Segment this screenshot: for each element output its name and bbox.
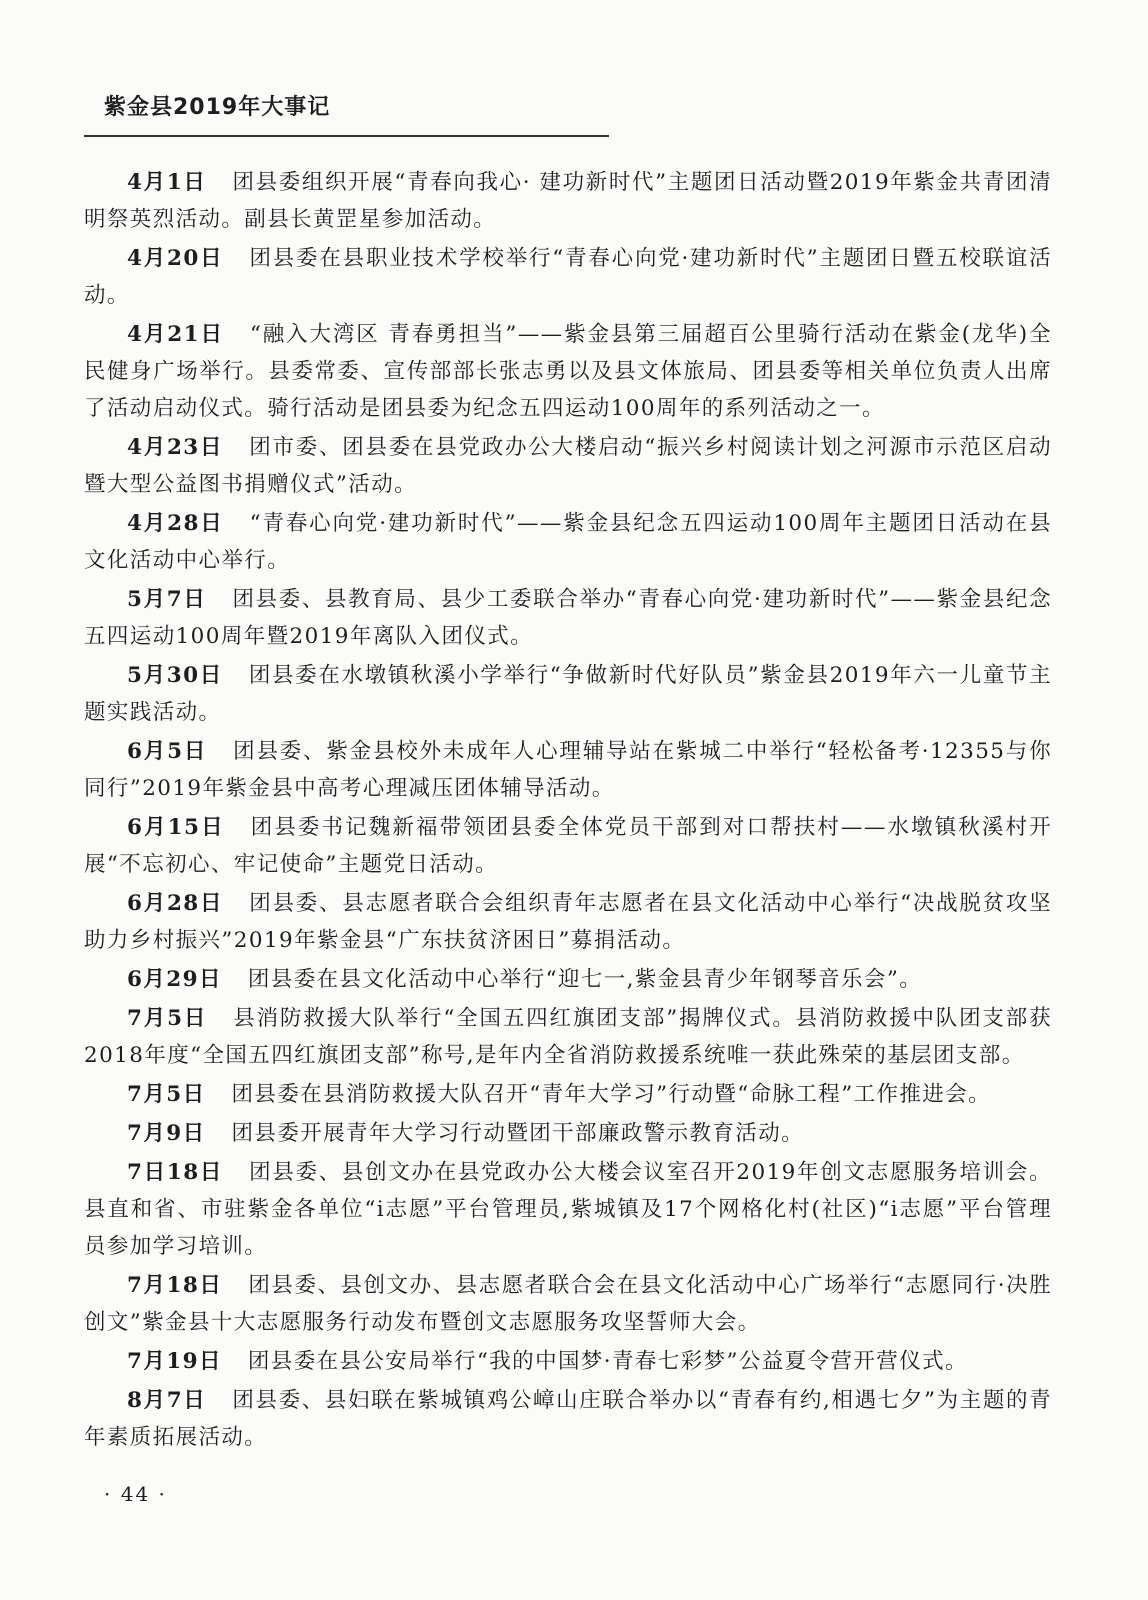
entry-date: 4月1日	[127, 170, 207, 195]
entry-date: 4月20日	[127, 246, 224, 271]
entry-date: 7月9日	[127, 1121, 206, 1146]
entry-date: 7月5日	[127, 1006, 208, 1031]
entry-text: 团县委在县消防救援大队召开“青年大学习”行动暨“命脉工程”工作推进会。	[231, 1082, 992, 1107]
entry-text: 团县委在县公安局举行“我的中国梦·青春七彩梦”公益夏令营开营仪式。	[247, 1349, 968, 1374]
chronicle-entry	[84, 809, 1052, 883]
entry-text: 团县委开展青年大学习行动暨团干部廉政警示教育活动。	[231, 1121, 805, 1146]
entry-date: 6月5日	[127, 739, 208, 764]
chronicle-entry	[84, 505, 1052, 579]
chronicle-entry	[84, 164, 1052, 238]
entry-date: 5月7日	[127, 587, 207, 612]
chronicle-entry	[84, 1076, 1052, 1113]
chronicle-entry	[84, 1267, 1052, 1341]
entry-text: 团县委、紫金县校外未成年人心理辅导站在紫城二中举行“轻松备考·12355与你同行”2019年紫金县中高考心理减压团体辅导活动。	[84, 739, 1052, 801]
entry-date: 6月29日	[127, 967, 222, 992]
entry-date: 5月30日	[127, 663, 223, 688]
entry-text: 县消防救援大队举行“全国五四红旗团支部”揭牌仪式。县消防救援中队团支部获2018年度“全国五四红旗团支部”称号,是年内全省消防救援系统唯一获此殊荣的基层团支部。	[84, 1006, 1052, 1068]
chronicle-entry	[84, 733, 1052, 807]
entry-text: “融入大湾区 青春勇担当”——紫金县第三届超百公里骑行活动在紫金(龙华)全民健身广场举行。县委常委、宣传部部长张志勇以及县文体旅局、团县委等相关单位负责人出席了活动启动仪式。骑行活动是团县委为纪念五四运动100周年的系列活动之一。	[84, 322, 1052, 421]
chronicle-entry	[84, 961, 1052, 998]
entry-text: 团县委、县志愿者联合会组织青年志愿者在县文化活动中心举行“决战脱贫攻坚助力乡村振兴”2019年紫金县“广东扶贫济困日”募捐活动。	[84, 891, 1052, 953]
chronicle-entry	[84, 1343, 1052, 1380]
entry-text: 团市委、团县委在县党政办公大楼启动“振兴乡村阅读计划之河源市示范区启动暨大型公益图书捐赠仪式”活动。	[84, 435, 1052, 497]
running-header: 紫金县2019年大事记	[104, 95, 331, 120]
entry-date: 7月18日	[127, 1273, 223, 1298]
entry-date: 4月21日	[127, 322, 224, 347]
entry-date: 8月7日	[127, 1388, 207, 1413]
chronicle-entry	[84, 240, 1052, 314]
entry-text: 团县委在水墩镇秋溪小学举行“争做新时代好队员”紫金县2019年六一儿童节主题实践活动。	[84, 663, 1052, 725]
entry-text: 团县委在县文化活动中心举行“迎七一,紫金县青少年钢琴音乐会”。	[247, 967, 923, 992]
chronicle-entry	[84, 1000, 1052, 1074]
entry-text: 团县委组织开展“青春向我心· 建功新时代”主题团日活动暨2019年紫金共青团清明祭英烈活动。副县长黄罡星参加活动。	[84, 170, 1052, 232]
entry-date: 6月28日	[127, 891, 224, 916]
entry-date: 4月28日	[127, 511, 224, 536]
chronicle-body	[84, 164, 1052, 1458]
entry-date: 4月23日	[127, 435, 224, 460]
header-rule	[84, 135, 609, 137]
entry-text: 团县委、县妇联在紫城镇鸡公嶂山庄联合举办以“青春有约,相遇七夕”为主题的青年素质拓展活动。	[84, 1388, 1052, 1450]
chronicle-entry	[84, 316, 1052, 427]
chronicle-entry	[84, 1382, 1052, 1456]
entry-text: 团县委在县职业技术学校举行“青春心向党·建功新时代”主题团日暨五校联谊活动。	[84, 246, 1052, 308]
page-number: · 44 ·	[104, 1482, 167, 1506]
entry-text: 团县委、县创文办在县党政办公大楼会议室召开2019年创文志愿服务培训会。县直和省、市驻紫金各单位“i志愿”平台管理员,紫城镇及17个网格化村(社区)“i志愿”平台管理员参加学习培训。	[84, 1160, 1052, 1259]
entry-date: 6月15日	[127, 815, 225, 840]
entry-text: 团县委、县教育局、县少工委联合举办“青春心向党·建功新时代”——紫金县纪念五四运动100周年暨2019年离队入团仪式。	[84, 587, 1052, 649]
chronicle-entry	[84, 581, 1052, 655]
entry-date: 7日18日	[127, 1160, 224, 1185]
entry-date: 7月19日	[127, 1349, 222, 1374]
entry-text: “青春心向党·建功新时代”——紫金县纪念五四运动100周年主题团日活动在县文化活动中心举行。	[84, 511, 1052, 573]
chronicle-entry	[84, 1115, 1052, 1152]
entry-text: 团县委、县创文办、县志愿者联合会在县文化活动中心广场举行“志愿同行·决胜创文”紫金县十大志愿服务行动发布暨创文志愿服务攻坚誓师大会。	[84, 1273, 1052, 1335]
chronicle-entry	[84, 885, 1052, 959]
entry-text: 团县委书记魏新福带领团县委全体党员干部到对口帮扶村——水墩镇秋溪村开展“不忘初心、牢记使命”主题党日活动。	[84, 815, 1052, 877]
entry-date: 7月5日	[127, 1082, 206, 1107]
chronicle-entry	[84, 1154, 1052, 1265]
chronicle-entry	[84, 429, 1052, 503]
chronicle-entry	[84, 657, 1052, 731]
